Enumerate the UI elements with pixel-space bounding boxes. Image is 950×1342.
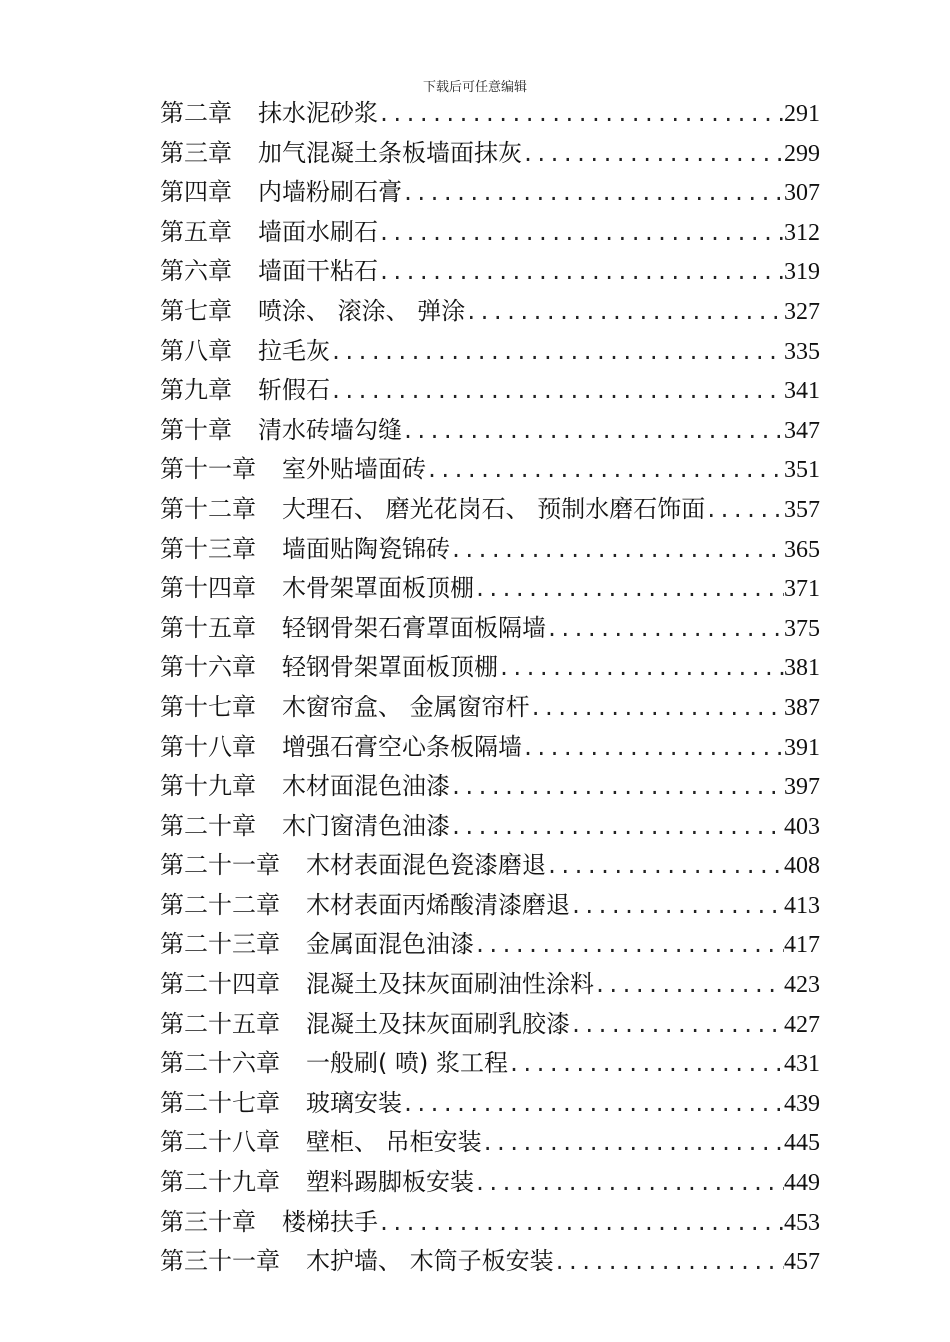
toc-entry[interactable]	[160, 886, 820, 926]
chapter-number: 第二十三章	[160, 930, 280, 959]
chapter-title: 木窗帘盒、 金属窗帘杆	[282, 692, 530, 721]
page-number: 291	[784, 101, 820, 127]
chapter-number: 第二十八章	[160, 1128, 280, 1157]
page-number: 327	[784, 298, 820, 325]
toc-entry[interactable]	[160, 292, 820, 332]
chapter-title: 塑料踢脚板安装	[306, 1168, 474, 1197]
page-number: 423	[784, 972, 820, 999]
page-number: 417	[784, 932, 820, 959]
chapter-title: 楼梯扶手	[282, 1207, 378, 1236]
dot-leader	[378, 253, 784, 292]
toc-entry[interactable]	[160, 490, 820, 530]
page-number: 449	[784, 1170, 820, 1197]
toc-entry[interactable]	[160, 1203, 820, 1243]
page-number: 439	[784, 1090, 820, 1117]
page-number: 408	[784, 853, 820, 880]
chapter-title: 混凝土及抹灰面刷乳胶漆	[306, 1009, 570, 1038]
chapter-number: 第二十章	[160, 811, 256, 840]
chapter-title: 混凝土及抹灰面刷油性涂料	[306, 970, 594, 999]
toc-entry[interactable]	[160, 332, 820, 372]
chapter-title: 加气混凝土条板墙面抹灰	[258, 138, 522, 167]
chapter-title: 室外贴墙面砖	[282, 455, 426, 484]
page-number: 357	[784, 496, 820, 523]
page-number: 335	[784, 338, 820, 365]
toc-entry[interactable]	[160, 134, 820, 174]
dot-leader	[570, 1006, 784, 1045]
toc-entry[interactable]	[160, 767, 820, 807]
page-number: 299	[784, 140, 820, 167]
chapter-title: 墙面水刷石	[258, 217, 378, 246]
dot-leader	[450, 768, 784, 807]
chapter-title: 金属面混色油漆	[306, 930, 474, 959]
table-of-contents	[160, 94, 820, 1282]
toc-entry[interactable]	[160, 965, 820, 1005]
chapter-number: 第三章	[160, 138, 232, 167]
toc-entry[interactable]	[160, 1005, 820, 1045]
chapter-title: 木材表面丙烯酸清漆磨退	[306, 890, 570, 919]
chapter-title: 木材表面混色瓷漆磨退	[306, 851, 546, 880]
toc-entry[interactable]	[160, 1123, 820, 1163]
toc-entry[interactable]	[160, 1242, 820, 1282]
dot-leader	[594, 966, 784, 1005]
toc-entry[interactable]	[160, 173, 820, 213]
chapter-number: 第三十章	[160, 1207, 256, 1236]
page-number: 341	[784, 378, 820, 405]
chapter-number: 第十一章	[160, 455, 256, 484]
page-number: 387	[784, 694, 820, 721]
toc-entry[interactable]	[160, 569, 820, 609]
toc-entry[interactable]	[160, 213, 820, 253]
toc-entry[interactable]	[160, 648, 820, 688]
dot-leader	[498, 649, 784, 688]
chapter-title: 内墙粉刷石膏	[258, 178, 402, 207]
chapter-number: 第五章	[160, 217, 232, 246]
page-number: 427	[784, 1011, 820, 1038]
chapter-number: 第七章	[160, 296, 232, 325]
chapter-number: 第二十九章	[160, 1168, 280, 1197]
dot-leader	[330, 372, 784, 411]
chapter-title: 轻钢骨架罩面板顶棚	[282, 653, 498, 682]
page-number: 431	[784, 1051, 820, 1078]
dot-leader	[402, 412, 784, 451]
dot-leader	[330, 333, 784, 372]
chapter-number: 第十章	[160, 415, 232, 444]
chapter-number: 第六章	[160, 257, 232, 286]
chapter-title: 增强石膏空心条板隔墙	[282, 732, 522, 761]
page-header-note: 下载后可任意编辑	[422, 80, 527, 95]
dot-leader	[402, 1085, 784, 1124]
chapter-number: 第十三章	[160, 534, 256, 563]
page-number: 351	[784, 457, 820, 484]
page-number: 403	[784, 813, 820, 840]
dot-leader	[450, 808, 784, 847]
dot-leader	[570, 887, 784, 926]
dot-leader	[546, 610, 784, 649]
page-number: 453	[784, 1209, 820, 1236]
toc-entry[interactable]	[160, 846, 820, 886]
dot-leader	[546, 847, 784, 886]
dot-leader	[474, 926, 784, 965]
chapter-title: 木护墙、 木筒子板安装	[306, 1247, 554, 1276]
chapter-title: 清水砖墙勾缝	[258, 415, 402, 444]
page-number: 445	[784, 1130, 820, 1157]
chapter-title: 抹水泥砂浆	[258, 99, 378, 127]
toc-entry[interactable]	[160, 1084, 820, 1124]
chapter-number: 第二十二章	[160, 890, 280, 919]
chapter-number: 第十七章	[160, 692, 256, 721]
page-number: 312	[784, 219, 820, 246]
chapter-number: 第二十五章	[160, 1009, 280, 1038]
toc-entry[interactable]	[160, 1044, 820, 1084]
dot-leader	[530, 689, 784, 728]
dot-leader	[522, 135, 784, 174]
dot-leader	[474, 570, 784, 609]
dot-leader	[554, 1243, 784, 1282]
dot-leader	[378, 1204, 784, 1243]
page-number: 381	[784, 655, 820, 682]
dot-leader	[378, 214, 784, 253]
page-number: 413	[784, 892, 820, 919]
chapter-number: 第二十七章	[160, 1088, 280, 1117]
chapter-title: 大理石、 磨光花岗石、 预制水磨石饰面	[282, 494, 706, 523]
page-number: 371	[784, 576, 820, 603]
chapter-number: 第十九章	[160, 772, 256, 801]
toc-entry[interactable]	[160, 411, 820, 451]
toc-entry[interactable]	[160, 728, 820, 768]
chapter-number: 第四章	[160, 178, 232, 207]
chapter-number: 第九章	[160, 376, 232, 405]
page-number: 365	[784, 536, 820, 563]
chapter-number: 第三十一章	[160, 1247, 280, 1276]
chapter-number: 第十八章	[160, 732, 256, 761]
page-number: 375	[784, 615, 820, 642]
chapter-title: 木材面混色油漆	[282, 772, 450, 801]
toc-entry[interactable]	[160, 609, 820, 649]
chapter-title: 一般刷( 喷) 浆工程	[306, 1049, 508, 1078]
chapter-title: 墙面干粘石	[258, 257, 378, 286]
chapter-number: 第二十一章	[160, 851, 280, 880]
toc-entry[interactable]	[160, 925, 820, 965]
chapter-title: 壁柜、 吊柜安装	[306, 1128, 482, 1157]
chapter-title: 木骨架罩面板顶棚	[282, 574, 474, 603]
chapter-number: 第十五章	[160, 613, 256, 642]
dot-leader	[508, 1045, 784, 1084]
dot-leader	[522, 729, 784, 768]
chapter-title: 拉毛灰	[258, 336, 330, 365]
page-number: 457	[784, 1249, 820, 1276]
dot-leader	[474, 1164, 784, 1203]
page-number: 397	[784, 774, 820, 801]
chapter-title: 喷涂、 滚涂、 弹涂	[258, 296, 466, 325]
dot-leader	[378, 95, 784, 134]
page-number: 347	[784, 417, 820, 444]
dot-leader	[402, 174, 784, 213]
dot-leader	[450, 531, 784, 570]
page-number: 307	[784, 180, 820, 207]
page-number: 319	[784, 259, 820, 286]
dot-leader	[465, 293, 784, 332]
chapter-number: 第十四章	[160, 574, 256, 603]
chapter-number: 第二十四章	[160, 970, 280, 999]
toc-entry[interactable]	[160, 530, 820, 570]
toc-entry[interactable]	[160, 450, 820, 490]
toc-entry[interactable]	[160, 94, 820, 134]
chapter-number: 第八章	[160, 336, 232, 365]
chapter-number: 第十六章	[160, 653, 256, 682]
toc-entry[interactable]	[160, 807, 820, 847]
toc-entry[interactable]	[160, 688, 820, 728]
dot-leader	[426, 451, 784, 490]
page-number: 391	[784, 734, 820, 761]
chapter-title: 斩假石	[258, 376, 330, 405]
dot-leader	[482, 1124, 784, 1163]
toc-entry[interactable]	[160, 1163, 820, 1203]
chapter-title: 墙面贴陶瓷锦砖	[282, 534, 450, 563]
chapter-title: 玻璃安装	[306, 1088, 402, 1117]
chapter-number: 第二十六章	[160, 1049, 280, 1078]
chapter-title: 木门窗清色油漆	[282, 811, 450, 840]
toc-entry[interactable]	[160, 252, 820, 292]
toc-entry[interactable]	[160, 371, 820, 411]
chapter-number: 第十二章	[160, 494, 256, 523]
dot-leader	[705, 491, 784, 530]
chapter-number: 第二章	[160, 99, 232, 127]
chapter-title: 轻钢骨架石膏罩面板隔墙	[282, 613, 546, 642]
